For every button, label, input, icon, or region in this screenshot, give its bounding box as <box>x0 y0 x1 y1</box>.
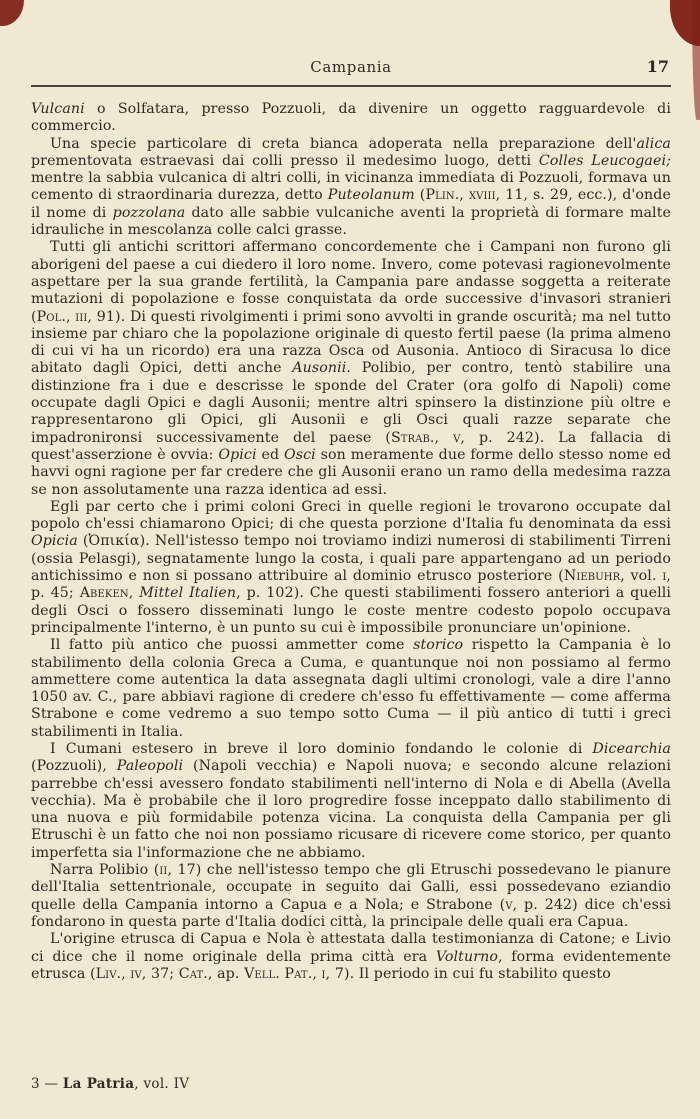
text-segment: Il fatto più antico che puossi ammetter come <box>50 637 414 654</box>
text-segment: (Napoli vecchia) e Napoli nuova; e secondo alcune relazioni parrebbe ch'essi avessero fondato stabilimenti nell'interno di Nola e di Abella (Avella vecchia). Ma è probabile che il loro progredire fosse inceppato dallo stabilimento di una nuova e più formidabile potenza vicina. La conquista della Campania per gli Etruschi è un fatto che noi non possiamo ricusare di ricevere come storico, per quanto imperfetta sia l'informazione che ne abbiamo. <box>31 758 671 861</box>
text-segment: Strab. <box>390 429 435 446</box>
scan-artifact-top-left <box>0 0 24 26</box>
text-segment: i <box>321 965 326 982</box>
text-segment: Volturno <box>435 948 498 965</box>
paragraph <box>31 637 671 741</box>
text-segment: , 91). Di questi rivolgimenti i primi sono avvolti in grande oscurità; ma nel tutto insieme par chiaro che la popolazione originale di questo fertil paese (la prima almeno di cui vi ha un ricordo) era una razza Osca od Ausonia. Antioco di Siracusa lo dice abitato dagli Opici, detti anche <box>31 308 671 377</box>
text-segment: , <box>312 965 322 982</box>
text-segment: , ap. <box>207 965 245 982</box>
text-segment: ( <box>414 187 426 204</box>
text-segment: , 7). Il periodo in cui fu stabilito questo <box>325 965 611 982</box>
text-segment: (Pozzuoli), <box>31 758 117 775</box>
text-segment: I Cumani estesero in breve il loro dominio fondando le colonie di <box>50 740 593 757</box>
text-segment: Puteolanum <box>327 187 415 204</box>
text-segment: Colles Leucogaei; <box>538 152 671 169</box>
text-segment: Plin. <box>425 187 460 204</box>
text-segment: prementovata estraevasi dai colli presso il medesimo luogo, detti <box>31 152 539 169</box>
text-segment: Vell. Pat. <box>244 965 313 982</box>
paragraph <box>31 931 671 983</box>
paragraph <box>31 499 671 637</box>
text-segment: , 37; <box>141 965 179 982</box>
text-segment: ed <box>256 446 284 463</box>
text-segment: (Ὀπικία). Nell'istesso tempo noi troviamo indizi numerosi di stabilimenti Tirreni (ossia Pelasgi), segnatamente lungo la costa, i quali pare appartengano ad un periodo antichissimo e non si possano attribuire al dominio etrusco posteriore ( <box>31 533 671 585</box>
text-segment: o Solfatara, presso Pozzuoli, da divenire un oggetto ragguardevole di commercio. <box>31 101 671 135</box>
scan-artifact-top-right <box>670 0 700 46</box>
text-segment: , p. 45; <box>31 568 671 602</box>
text-segment: , <box>128 585 140 602</box>
text-segment: , p. 102). Che questi stabilimenti fossero anteriori a quelli degli Osci o fossero disseminati lungo le coste mentre codesto popolo occupava principalmente l'interno, è un punto su cui è impossibile pronunciare un'opinione. <box>31 585 671 636</box>
paragraph <box>31 239 671 498</box>
text-segment: , <box>434 429 454 446</box>
text-segment: iii <box>75 308 88 325</box>
header-rule <box>31 85 671 87</box>
text-segment: rispetto la Campania è lo stabilimento della colonia Greca a Cuma, e quantunque noi non possiamo al fermo ammettere come autentica la data assegnata dagli ultimi cronologi, vale a dire l'anno 1050 av. C., pare abbiavi ragione di credere ch'esso fu effettivamente — come afferma Strabone e come vedremo a suo tempo sotto Cuma — il più antico di tutti i greci stabilimenti in Italia. <box>31 637 671 740</box>
text-segment: xviii <box>468 187 496 204</box>
paragraph <box>31 101 671 136</box>
text-segment: v <box>453 429 461 446</box>
text-segment: Mittel Italien <box>139 585 237 602</box>
text-segment: storico <box>413 637 464 654</box>
text-segment: Osci <box>283 446 316 463</box>
text-segment: Egli par certo che i primi coloni Greci in quelle regioni le trovarono occupate dal popolo ch'essi chiamarono Opici; di che questa porzione d'Italia fu denominata da essi <box>31 498 671 533</box>
text-segment: Paleopoli <box>116 758 184 775</box>
paragraph <box>31 741 671 862</box>
text-segment: Niebuhr <box>563 568 621 585</box>
text-segment: Polibio, per contro, tentò stabilire una distinzione fra i due e descrisse le sponde del Crater (ora golfo di Napoli) come occupate dagli Opici e dagli Ausonii; mentre altri spinsero la distinzione più oltre e rappresentarono gli Opici, gli Ausonii e gli Osci quali razze separate che impadronironsi successivamente del paese ( <box>31 360 671 446</box>
page-number: 17 <box>646 57 669 76</box>
text-segment: ii <box>159 862 168 879</box>
text-segment: , 17) che nell'istesso tempo che gli Etruschi possedevano le pianure dell'Italia settentrionale, occupate in seguito dai Galli, essi possedevano eziandio quelle della Campania intorno a Capua e a Nola; e Strabone ( <box>31 862 671 913</box>
paragraph <box>31 136 671 240</box>
text-segment: , <box>459 187 469 204</box>
text-segment: , <box>65 308 76 325</box>
text-segment: Vulcani <box>31 101 85 117</box>
text-segment: , p. 242) dice ch'essi fondarono in questa parte d'Italia dodici città, la principale delle quali era Capua. <box>31 896 671 930</box>
text-segment: son meramente due forme dello stesso nome ed havvi ogni ragione per far credere che gli Ausonii erano un ramo della medesima razza se non assolutamente una razza identica ad essi. <box>31 446 671 498</box>
signature-number: 3 — <box>31 1076 63 1092</box>
text-segment: , vol. <box>620 568 663 585</box>
signature-volume: , vol. IV <box>134 1076 190 1092</box>
page-header <box>31 58 671 78</box>
text-segment: pozzolana <box>112 204 186 221</box>
text-segment: , <box>121 965 131 982</box>
text-segment: iv <box>130 965 142 982</box>
text-segment: Narra Polibio ( <box>50 862 160 879</box>
text-segment: , forma evidentemente etrusca ( <box>31 948 671 982</box>
text-segment: Abeken <box>79 585 129 602</box>
page-content <box>31 58 671 983</box>
text-segment: dato alle sabbie vulcaniche aventi la proprietà di formare malte idrauliche in mescolanza colle calci grasse. <box>31 204 671 239</box>
text-segment: , p. 242). La fallacia di quest'asserzione è ovvia: <box>31 429 671 463</box>
text-segment: Ausonii. <box>292 360 352 377</box>
footer-signature <box>31 1076 189 1092</box>
text-segment: v <box>505 896 513 913</box>
text-segment: Una specie particolare di creta bianca adoperata nella preparazione dell' <box>50 135 637 152</box>
text-segment: Dicearchia <box>592 740 671 757</box>
paragraph <box>31 862 671 931</box>
text-segment: Opicia <box>31 533 78 550</box>
text-segment: Opici <box>218 446 257 463</box>
text-segment: Pol. <box>36 308 66 325</box>
text-segment: i <box>662 568 667 585</box>
running-head: Campania <box>310 58 392 76</box>
text-segment: Cat. <box>178 965 208 982</box>
signature-title: La Patria <box>62 1076 135 1092</box>
text-segment: mentre la sabbia vulcanica di altri colli, in vicinanza immediata di Pozzuoli, formava un cemento di straordinaria durezza, detto <box>31 170 671 204</box>
text-segment: Tutti gli antichi scrittori affermano concordemente che i Campani non furono gli aborigeni del paese a cui diedero il loro nome. Invero, come potevasi ragionevolmente aspettare per la sua grande fertilità, la Campania pare andasse soggetta a reiterate mutazioni di popolazione e fosse conquistata da orde successive d'invasori stranieri ( <box>31 239 671 325</box>
body-text <box>31 101 671 983</box>
text-segment: Liv. <box>95 965 122 982</box>
text-segment: , 11, s. 29, ecc.), d'onde il nome di <box>31 187 671 221</box>
text-segment: L'origine etrusca di Capua e Nola è attestata dalla testimonianza di Catone; e Livio ci dice che il nome originale della prima città era <box>31 931 671 965</box>
text-segment: alica <box>636 135 671 152</box>
